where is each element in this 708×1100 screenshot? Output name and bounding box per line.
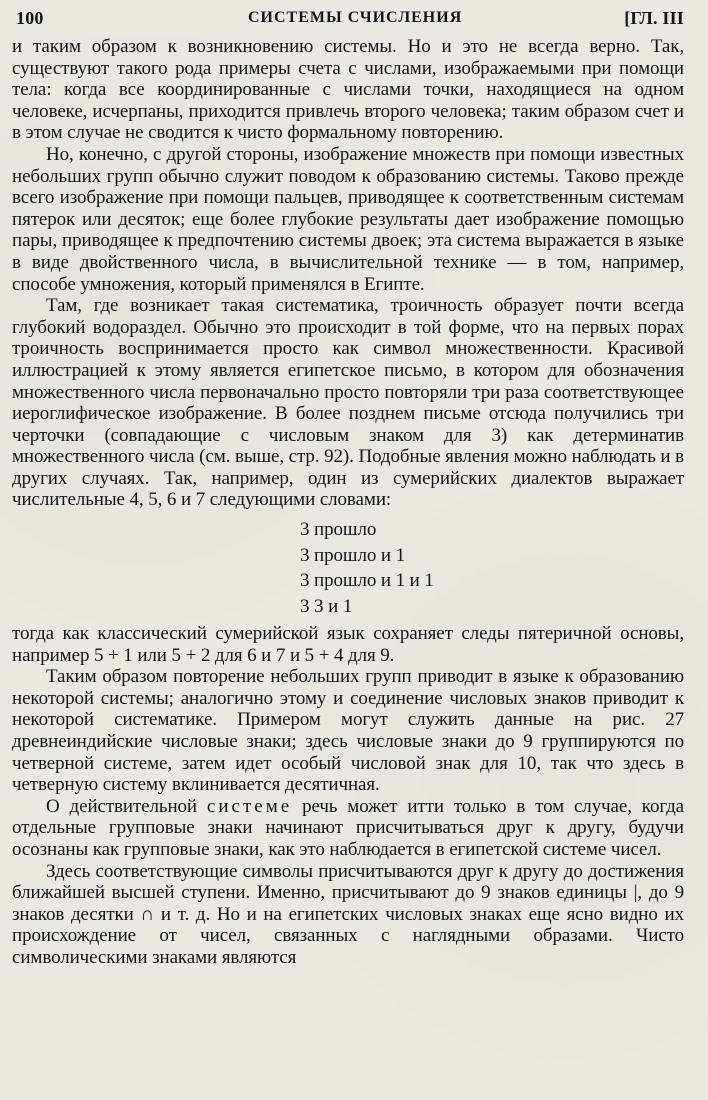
- page-header: [12, 6, 684, 36]
- paragraph-6-start: О действительной: [46, 795, 207, 817]
- paragraph-7: [12, 861, 684, 969]
- example-line-7: 3 3 и 1: [300, 595, 353, 617]
- paragraph-7-start: Здесь соответствующие символы присчитываются друг к другу до достижения ближайшей высшей ступени. Именно, присчитывают до 9 знаков единицы: [12, 860, 684, 904]
- paragraph-7-end: и т. д. Но и на египетских числовых знаках еще ясно видно их происхождение от чисел, связанных с наглядными образами. Чисто символическими знаками являются: [12, 903, 684, 968]
- sumerian-numeral-examples: [12, 517, 684, 619]
- paragraph-7-middle: , до 9 знаков десятки: [12, 882, 684, 925]
- example-line-5: 3 прошло и 1: [300, 544, 405, 566]
- paragraph-6: [12, 796, 684, 861]
- page-content: [12, 36, 684, 969]
- chapter-label: [ГЛ. III: [624, 8, 684, 28]
- running-title: СИСТЕМЫ СЧИСЛЕНИЯ: [248, 9, 463, 26]
- paragraph-2: Но, конечно, с другой стороны, изображение множеств при помощи известных небольших групп обычно служит поводом к образованию системы. Таково прежде всего изображение при помощи пальцев, приводящее к соответственным системам пятерок или десяток; еще более глубокие результаты дает изображение помощью пары, приводящее к предпочтению системы двоек; эта система выражается в языке в виде двойственного числа, в вычислительной технике — в том, например, способе умножения, который применялся в Египте.: [12, 143, 684, 295]
- page-number: 100: [16, 8, 44, 28]
- paragraph-5: Таким образом повторение небольших групп приводит в языке к образованию некоторой системы; аналогично этому и соединение числовых знаков приводит к некоторой систематике. Примером могут служить данные на рис. 27 древнеиндийские числовые знаки; здесь числовые знаки до 9 группируются по четверной системе, затем идет особый числовой знак для 10, так что здесь в четверную систему вклинивается десятичная.: [12, 666, 684, 796]
- paragraph-3: Там, где возникает такая систематика, троичность образует почти всегда глубокий водораздел. Обычно это происходит в той форме, что на первых порах троичность воспринимается просто как символ множественности. Красивой иллюстрацией к этому является египетское письмо, в котором для обозначения множественного числа первоначально просто повторяли три раза соответствующее иероглифическое изображение. В более позднем письме отсюда получились три черточки (совпадающие с числовым знаком для 3) как детерминатив множественного числа (см. выше, стр. 92). Подобные явления можно наблюдать и в других случаях. Так, например, один из сумерийских диалектов выражает числительные 4, 5, 6 и 7 следующими словами:: [12, 295, 684, 511]
- example-line-6: 3 прошло и 1 и 1: [300, 570, 434, 592]
- ten-symbol: ∩: [140, 903, 155, 925]
- paragraph-6-end: речь может итти только в том случае, когда отдельные групповые знаки начинают присчитываться друг к другу, будучи осознаны как групповые знаки, как это наблюдается в египетской системе чисел.: [12, 795, 684, 860]
- paragraph-4: тогда как классический сумерийской язык сохраняет следы пятеричной основы, например 5 + 1 или 5 + 2 для 6 и 7 и 5 + 4 для 9.: [12, 623, 684, 666]
- emphasized-word: системе: [206, 795, 293, 817]
- unit-symbol: |: [633, 882, 638, 904]
- paragraph-1: и таким образом к возникновению системы. Но и это не всегда верно. Так, существуют такого рода примеры счета с числами, изображаемыми при помощи тела: когда все координированные с числами точки, находящиеся на одном человеке, исчерпаны, приходится привлечь второго человека; таким образом счет и в этом случае не сводится к чисто формальному повторению.: [12, 36, 684, 144]
- example-line-4: 3 прошло: [300, 519, 377, 541]
